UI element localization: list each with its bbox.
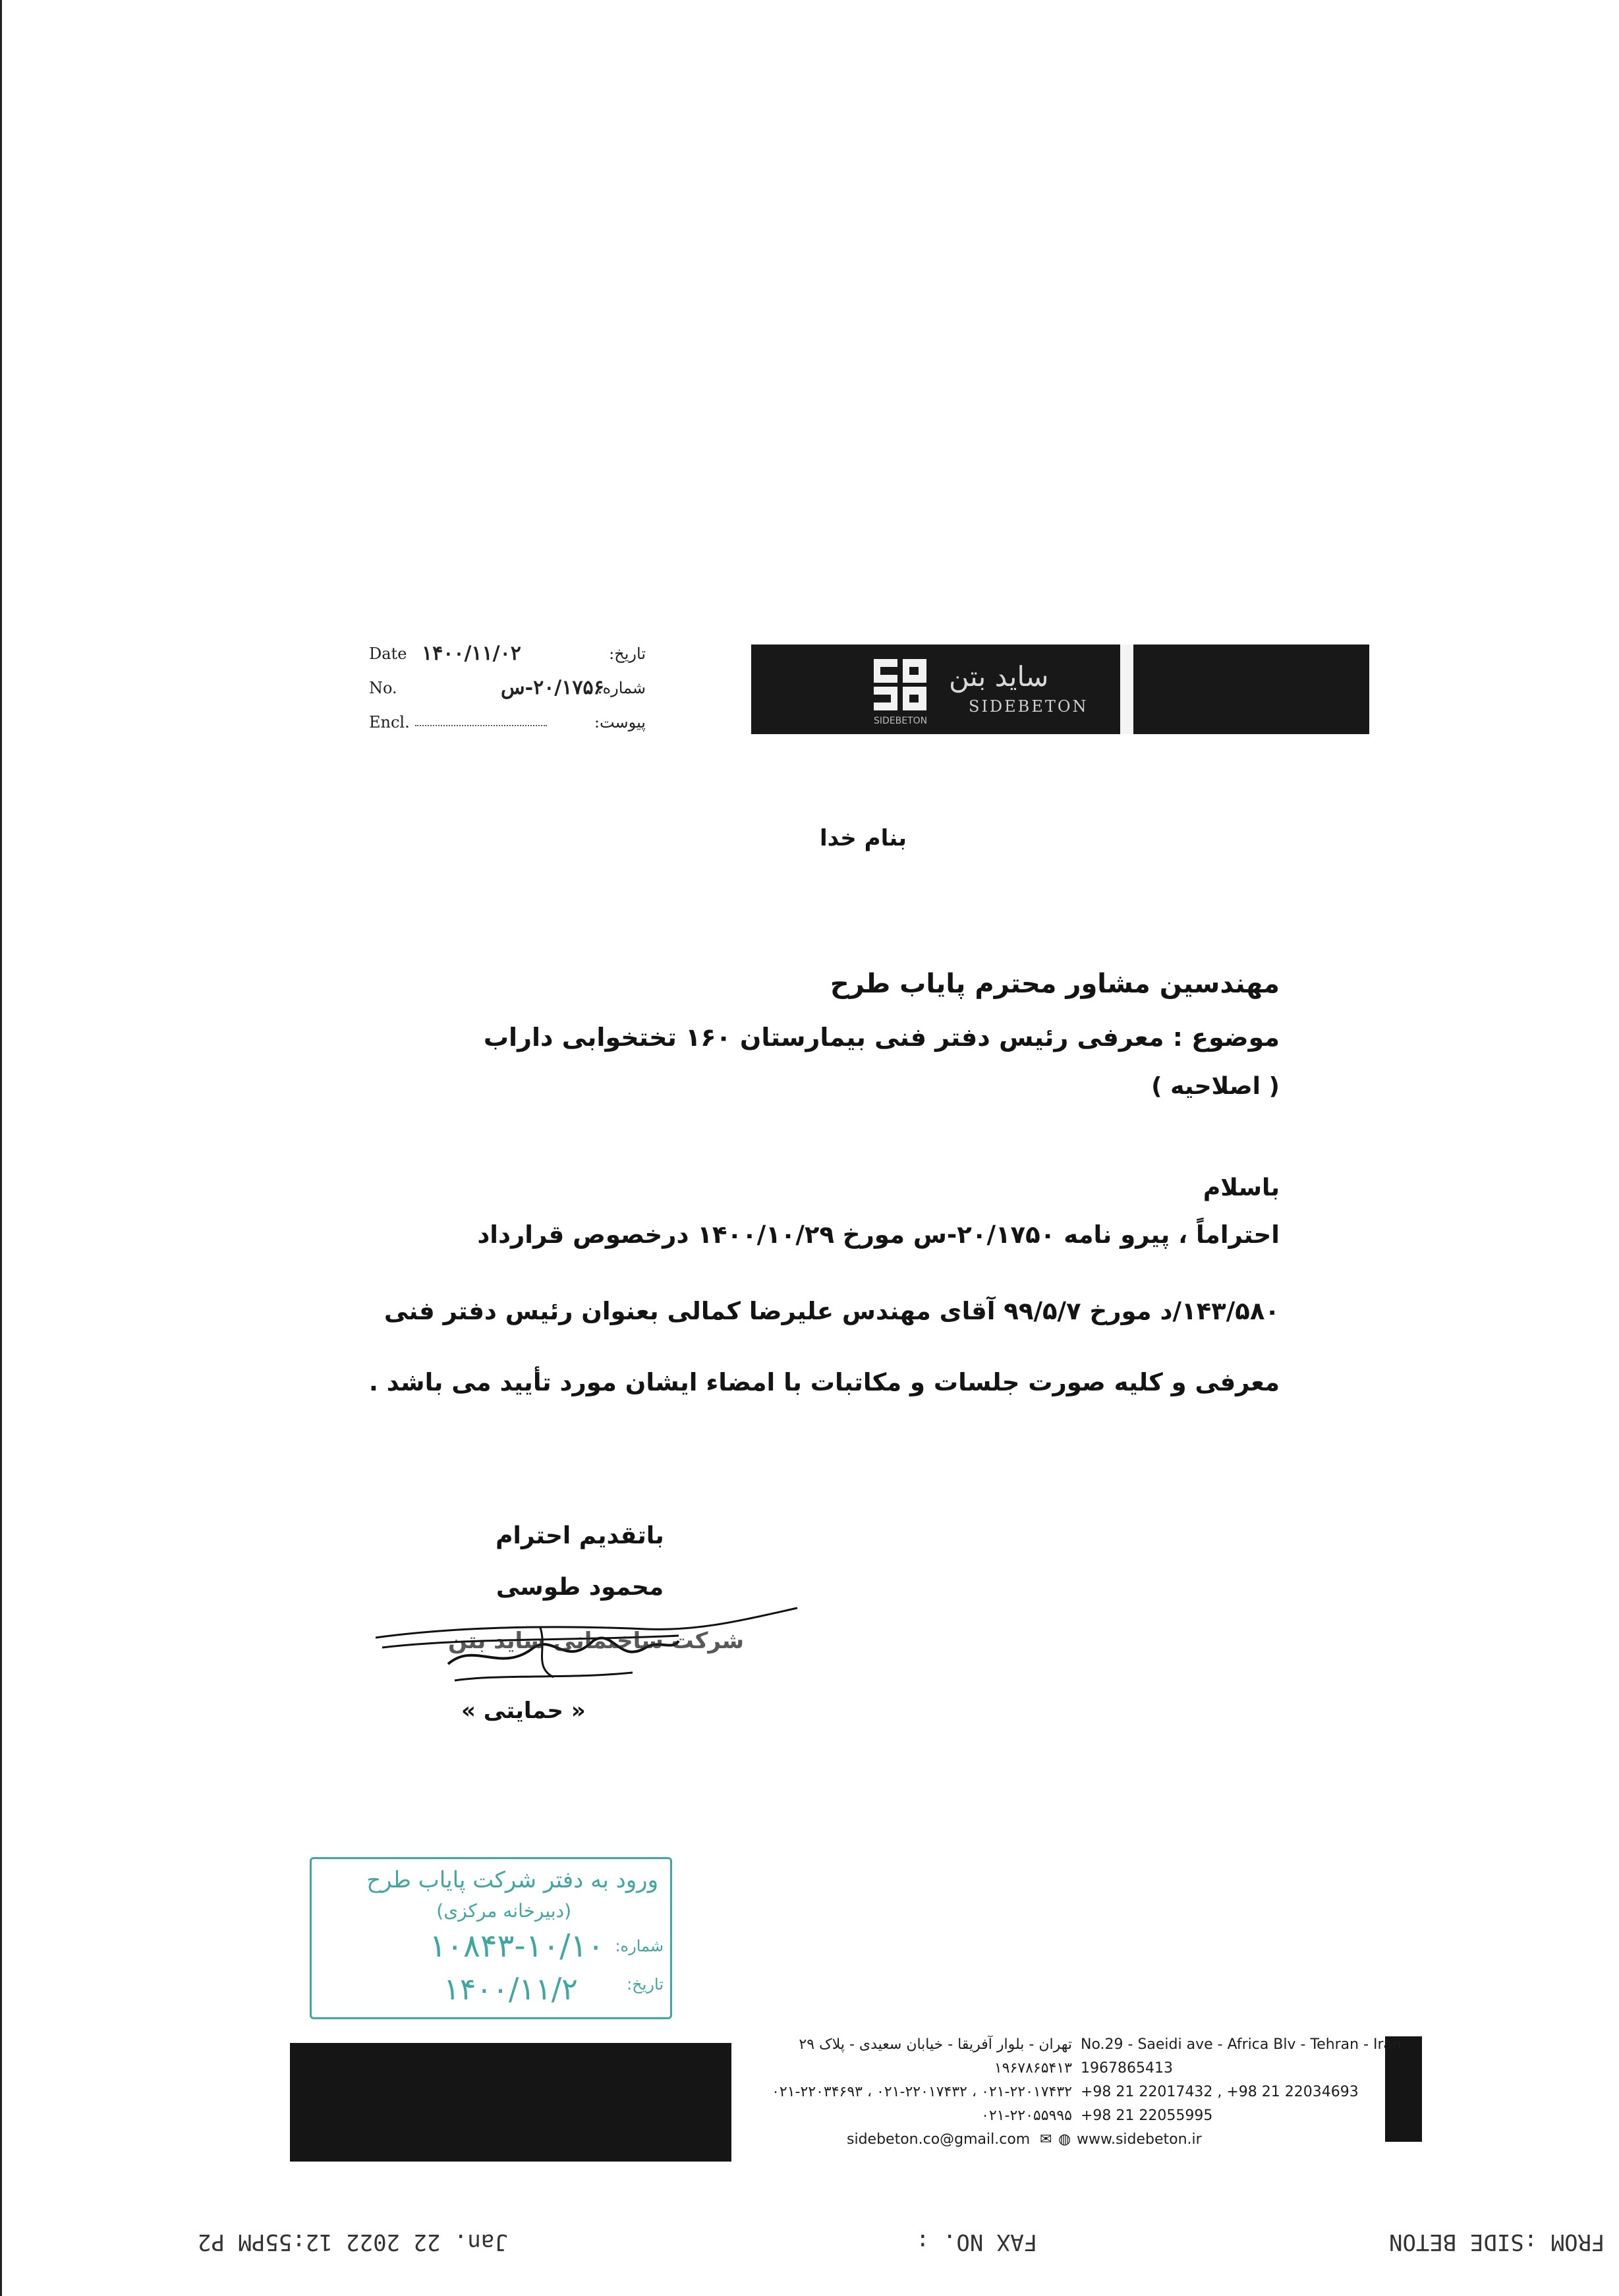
- date-value: ۱۴۰۰/۱۱/۰۲: [422, 642, 521, 665]
- fax-number: FAX NO. :: [916, 2229, 1038, 2255]
- greeting: باسلام: [1203, 1174, 1280, 1201]
- logo-name-en: SIDEBETON: [969, 697, 1089, 716]
- fax-from: FROM :SIDE BETON: [1389, 2229, 1605, 2255]
- body-line-3: معرفی و کلیه صورت جلسات و مکاتبات با امضاء ایشان مورد تأیید می باشد .: [368, 1368, 1280, 1396]
- email-icon: ✉: [1040, 2131, 1052, 2148]
- stamp-number-label: شماره:: [615, 1937, 664, 1955]
- signature-company-text: شرکت ساختمانی ساید بتن: [448, 1628, 745, 1654]
- footer-web: www.sidebeton.ir: [1077, 2131, 1202, 2148]
- number-label-fa: شماره:: [597, 679, 646, 697]
- sidebeton-logo-icon: [871, 655, 930, 714]
- body-line-1: احتراماً ، پیرو نامه ۲۰/۱۷۵۰-س مورخ ۱۴۰۰/۱۰/۲۹ درخصوص قرارداد: [477, 1220, 1280, 1249]
- signer-note: « حمایتی »: [461, 1698, 586, 1724]
- footer-address-fa: تهران - بلوار آفریقا - خیابان سعیدی - پلاک ۲۹: [799, 2036, 1072, 2053]
- web-icon: ◍: [1058, 2131, 1071, 2148]
- letterhead-logo-bar: [751, 645, 1369, 734]
- stamp-date-label: تاریخ:: [627, 1975, 664, 1994]
- date-row: [369, 642, 646, 671]
- subject: موضوع : معرفی رئیس دفتر فنی بیمارستان ۱۶۰ تختخوابی داراب: [483, 1023, 1280, 1052]
- logo-caption: SIDEBETON: [874, 716, 928, 726]
- enclosure-row: [369, 713, 646, 739]
- stamp-number-value: ۱۰۸۴۳-۱۰/۱۰: [429, 1928, 604, 1965]
- footer-email: sidebeton.co@gmail.com: [847, 2131, 1031, 2148]
- stamp-date-value: ۱۴۰۰/۱۱/۲: [443, 1971, 578, 2007]
- footer-fax-en: +98 21 22055995: [1081, 2108, 1213, 2124]
- scan-edge: [0, 0, 2, 2296]
- encl-label-en: Encl.: [369, 713, 410, 732]
- footer-fax-fa: ۰۲۱-۲۲۰۵۵۹۹۵: [981, 2108, 1072, 2124]
- recipient: مهندسین مشاور محترم پایاب طرح: [830, 969, 1280, 999]
- number-label-en: No.: [369, 679, 397, 697]
- logo-divider: [1120, 645, 1133, 734]
- stamp-title: ورود به دفتر شرکت پایاب طرح: [366, 1867, 658, 1893]
- footer-postal-en: 1967865413: [1081, 2060, 1173, 2077]
- date-label-fa: تاریخ:: [609, 645, 646, 663]
- footer-phones-fa: ۰۲۱-۲۲۰۳۴۶۹۳ ، ۰۲۱-۲۲۰۱۷۴۳۲ ، ۰۲۱-۲۲۰۱۷۴۳۲: [772, 2084, 1072, 2100]
- footer-postal-fa: ۱۹۶۷۸۶۵۴۱۳: [994, 2060, 1072, 2077]
- body-line-2: ۱۴۳/۵۸۰/د مورخ ۹۹/۵/۷ آقای مهندس علیرضا کمالی بعنوان رئیس دفتر فنی: [383, 1297, 1280, 1325]
- footer-address-en: No.29 - Saeidi ave - Africa Blv - Tehran - Iran: [1081, 2036, 1402, 2053]
- footer-phones-en: +98 21 22017432 , +98 21 22034693: [1081, 2084, 1359, 2100]
- bismillah: بنام خدا: [820, 825, 907, 851]
- logo-name-fa: ساید بتن: [949, 660, 1049, 693]
- fax-datetime: Jan. 22 2022 12:55PM P2: [198, 2229, 508, 2255]
- receipt-stamp: [310, 1857, 672, 2019]
- stamp-subtitle: (دبیرخانه مرکزی): [436, 1900, 571, 1922]
- closing: باتقدیم احترام: [496, 1522, 664, 1549]
- encl-label-fa: پیوست:: [594, 713, 646, 732]
- encl-dots: [415, 725, 547, 726]
- number-value: ۲۰/۱۷۵۶-س: [501, 676, 604, 699]
- number-row: [369, 676, 646, 705]
- signer-name: محمود طوسی: [496, 1574, 664, 1601]
- date-label-en: Date: [369, 645, 407, 663]
- correction-note: ( اصلاحیه ): [1151, 1073, 1280, 1100]
- footer-redacted-left: [290, 2043, 731, 2162]
